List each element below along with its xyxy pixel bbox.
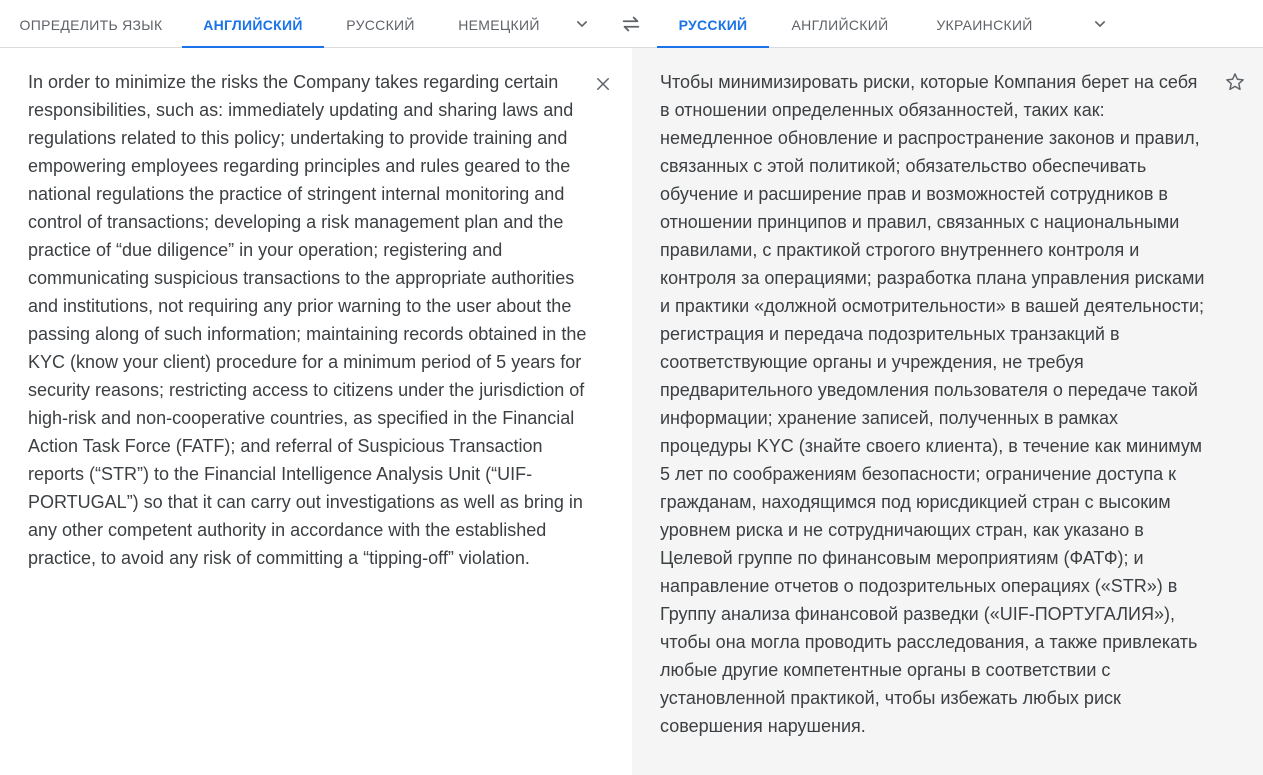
close-icon bbox=[594, 75, 612, 93]
source-tab-english[interactable]: АНГЛИЙСКИЙ bbox=[182, 0, 324, 48]
save-translation-button[interactable] bbox=[1219, 66, 1251, 98]
target-tab-russian[interactable]: РУССКИЙ bbox=[657, 0, 769, 48]
source-tab-german[interactable]: НЕМЕЦКИЙ bbox=[458, 17, 540, 33]
target-more-languages-button[interactable] bbox=[1084, 8, 1116, 40]
source-more-languages-button[interactable] bbox=[566, 8, 598, 40]
source-text-input[interactable]: In order to minimize the risks the Company takes regarding certain responsibilities, such as: immediately updating and sharing laws and regulations related to this policy; undertaking to provide training and empowering employees regarding principles and rules geared to the national regulations the practice of stringent internal monitoring and control of transactions; developing a risk management plan and the practice of “due diligence” in your operation; registering and communicating suspicious transactions to the appropriate authorities and institutions, not requiring any prior warning to the user about the passing along of such information; maintaining records obtained in the KYC (know your client) procedure for a minimum period of 5 years for security reasons; restricting access to citizens under the jurisdiction of high-risk and non-cooperative countries, as specified in the Financial Action Task Force (FATF); and referral of Suspicious Transaction reports (“STR”) to the Financial Intelligence Analysis Unit (“UIF-PORTUGAL”) so that it can carry out investigations as well as bring in any other competent authority in accordance with the established practice, to avoid any risk of committing a “tipping-off” violation. bbox=[28, 72, 587, 568]
source-tab-detect-language[interactable]: ОПРЕДЕЛИТЬ ЯЗЫК bbox=[19, 17, 163, 33]
source-tab-russian[interactable]: РУССКИЙ bbox=[346, 17, 415, 33]
translation-text: Чтобы минимизировать риски, которые Компания берет на себя в отношении определенных обязанностей, таких как: немедленное обновление и распространение законов и правил, связанных с этой политикой; обязательство обеспечивать обучение и расширение прав и возможностей сотрудников в отношении принципов и правил, связанных с национальными правилами, с практикой строгого внутреннего контроля и контроля за операциями; разработка плана управления рисками и практики «должной осмотрительности» в вашей деятельности; регистрация и передача подозрительных транзакций в соответствующие органы и учреждения, не требуя предварительного уведомления пользователя о передаче такой информации; хранение записей, полученных в рамках процедуры KYC (знайте своего клиента), в течение как минимум 5 лет по соображениям безопасности; ограничение доступа к гражданам, находящимся под юрисдикцией стран с высоким уровнем риска и не сотрудничающих стран, как указано в Целевой группе по финансовым мероприятиям (ФАТФ); и направление отчетов о подозрительных операциях («STR») в Группу анализа финансовой разведки («UIF-ПОРТУГАЛИЯ»), чтобы она могла проводить расследования, а также привлекать любые другие компетентные органы в соответствии с установленной практикой, чтобы избежать любых риск совершения нарушения. bbox=[660, 72, 1205, 736]
target-tab-ukrainian[interactable]: УКРАИНСКИЙ bbox=[936, 17, 1033, 33]
star-outline-icon bbox=[1224, 71, 1246, 93]
translation-pane bbox=[632, 48, 1263, 775]
clear-source-button[interactable] bbox=[587, 68, 619, 100]
source-pane bbox=[0, 48, 632, 775]
chevron-down-icon bbox=[572, 14, 592, 34]
language-bar bbox=[0, 0, 1263, 48]
target-tab-english[interactable]: АНГЛИЙСКИЙ bbox=[791, 17, 889, 33]
swap-languages-button[interactable] bbox=[614, 8, 648, 40]
swap-arrows-icon bbox=[620, 13, 642, 35]
chevron-down-icon bbox=[1090, 14, 1110, 34]
